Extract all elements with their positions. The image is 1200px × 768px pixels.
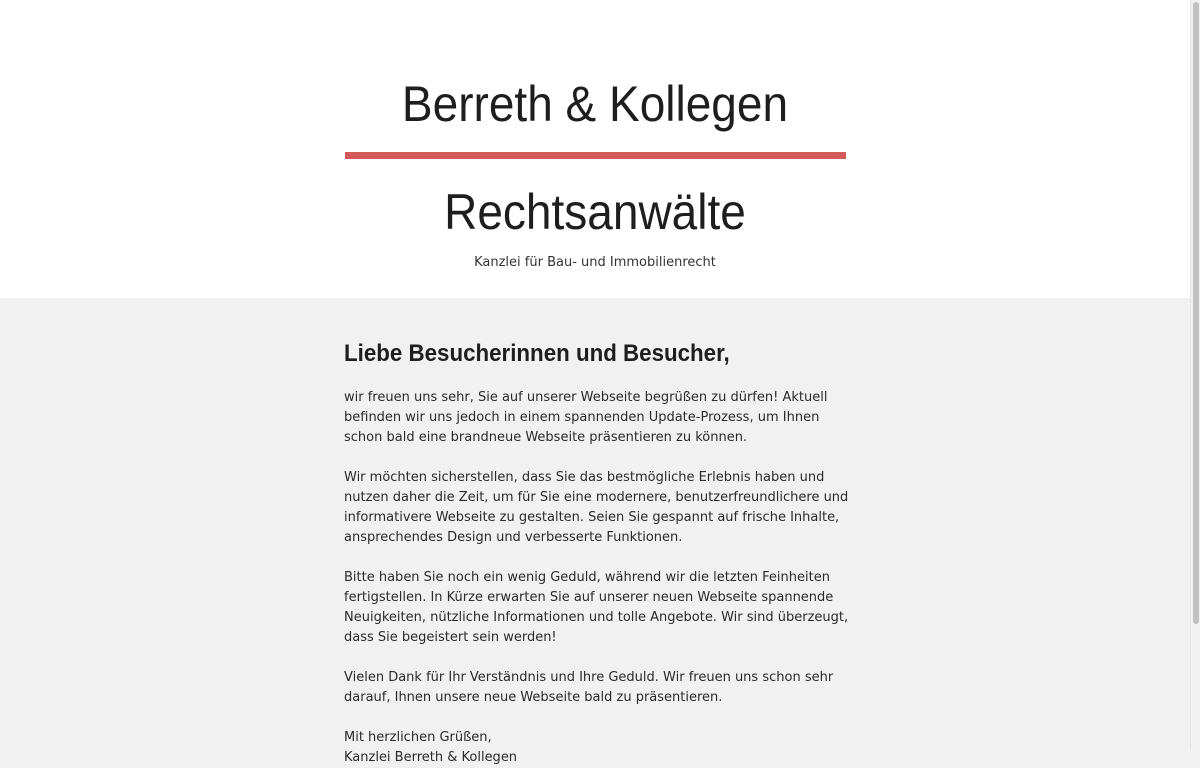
closing-text: Mit herzlichen Grüßen,: [344, 730, 492, 745]
signature-text: Kanzlei Berreth & Kollegen: [344, 750, 518, 765]
paragraph-intro: wir freuen uns sehr, Sie auf unserer Webseite begrüßen zu dürfen! Aktuell befinden wir uns jedoch in einem spannenden Update-Prozess, um Ihnen schon bald eine brandneue Webseite präsentieren zu können.: [344, 390, 828, 445]
title-divider: [345, 152, 846, 159]
site-title: Berreth & Kollegen: [401, 76, 789, 132]
paragraph-thanks: Vielen Dank für Ihr Verständnis und Ihre Geduld. Wir freuen uns schon sehr darauf, Ihnen unsere neue Webseite bald zu präsentieren.: [344, 670, 834, 705]
site-header: [0, 0, 1190, 298]
greeting-heading: Liebe Besucherinnen und Besucher,: [344, 340, 730, 367]
main-content: [344, 336, 854, 768]
paragraph-patience: Bitte haben Sie noch ein wenig Geduld, während wir die letzten Feinheiten fertigstellen. In Kürze erwarten Sie auf unserer neuen Webseite spannende Neuigkeiten, nützliche Informationen und tolle Angebote. Wir sind überzeugt, dass Sie begeistert sein werden!: [344, 570, 849, 645]
paragraph-goal: Wir möchten sicherstellen, dass Sie das bestmögliche Erlebnis haben und nutzen daher die Zeit, um für Sie eine modernere, benutzerfreundlichere und informativere Webseite zu gestalten. Seien Sie gespannt auf frische Inhalte, ansprechendes Design und verbesserte Funktionen.: [344, 470, 849, 545]
scrollbar-thumb[interactable]: [1193, 2, 1199, 624]
site-tagline: Kanzlei für Bau- und Immobilienrecht: [474, 255, 716, 270]
page-scrollbar[interactable]: [1190, 0, 1200, 750]
site-subtitle: Rechtsanwälte: [444, 184, 746, 240]
